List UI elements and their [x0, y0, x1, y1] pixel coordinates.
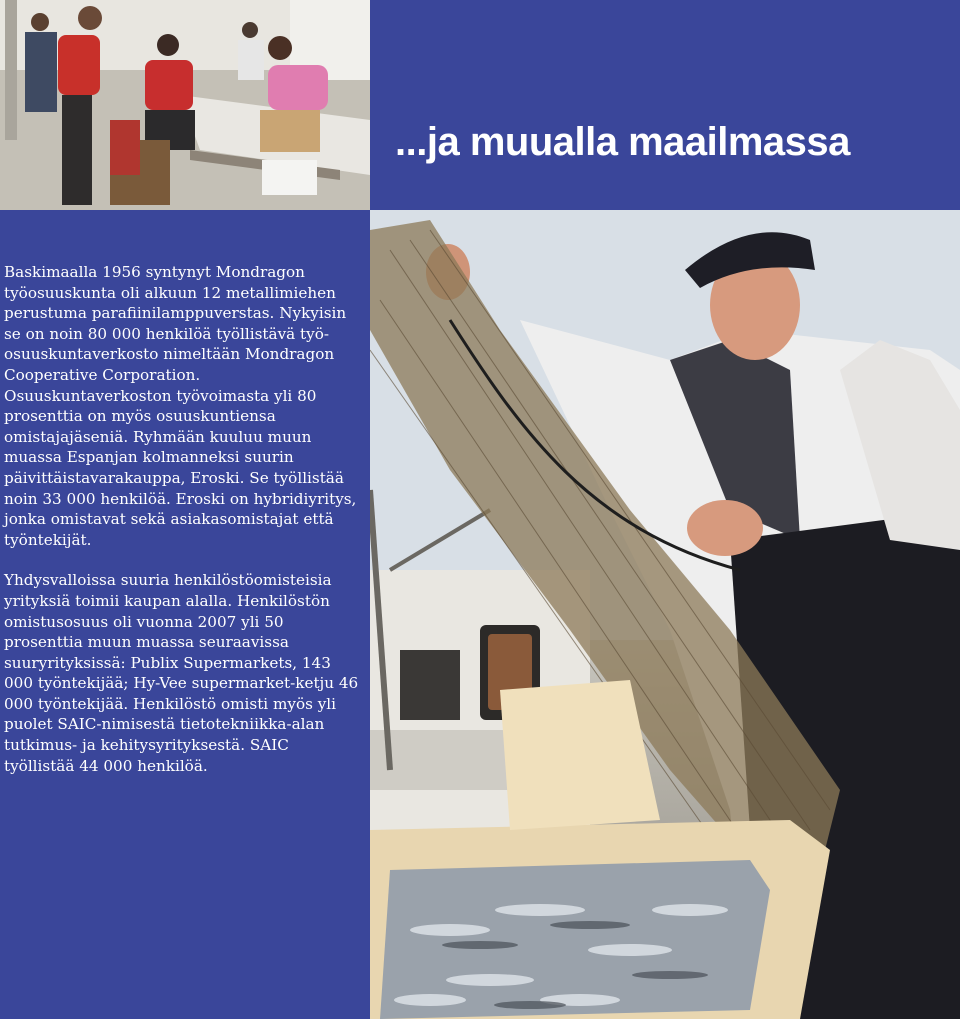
body-text [4, 262, 362, 796]
workshop-photo [0, 0, 370, 210]
fisherman-photo [370, 210, 960, 1019]
paragraph-mondragon: Baskimaalla 1956 syntynyt Mondragon työosuuskunta oli alkuun 12 metallimiehen perustuma parafiinilamppuverstas. Nykyisin se on noin 80 000 henkilöä työllistävä työ-osuuskuntaverkosto nimeltään Mondragon Cooperative Corporation. Osuuskuntaverkoston työvoimasta yli 80 prosenttia on myös osuuskuntiensa omistajajäseniä. Ryhmään kuuluu muun muassa Espanjan kolmanneksi suurin päivittäistavarakauppa, Eroski. Se työllistää noin 33 000 henkilöä. Eroski on hybridiyritys, jonka omistavat sekä asiakasomistajat että työntekijät. [4, 263, 357, 549]
paragraph-usa: Yhdysvalloissa suuria henkilöstöomisteisia yrityksiä toimii kaupan alalla. Henkilöstön omistusosuus oli vuonna 2007 yli 50 prosenttia muun muassa seuraavissa suuryrityksissä: Publix Supermarkets, 143 000 työntekijää; Hy-Vee supermarket-ketju 46 000 työntekijää. Henkilöstö omisti myös yli puolet SAIC-nimisestä tietotekniikka-alan tutkimus- ja kehitysyrityksestä. SAIC työllistää 44 000 henkilöä. [4, 571, 359, 775]
fisherman-illustration [370, 210, 960, 1019]
workshop-illustration [0, 0, 370, 210]
page-heading: ...ja muualla maailmassa [395, 120, 850, 164]
